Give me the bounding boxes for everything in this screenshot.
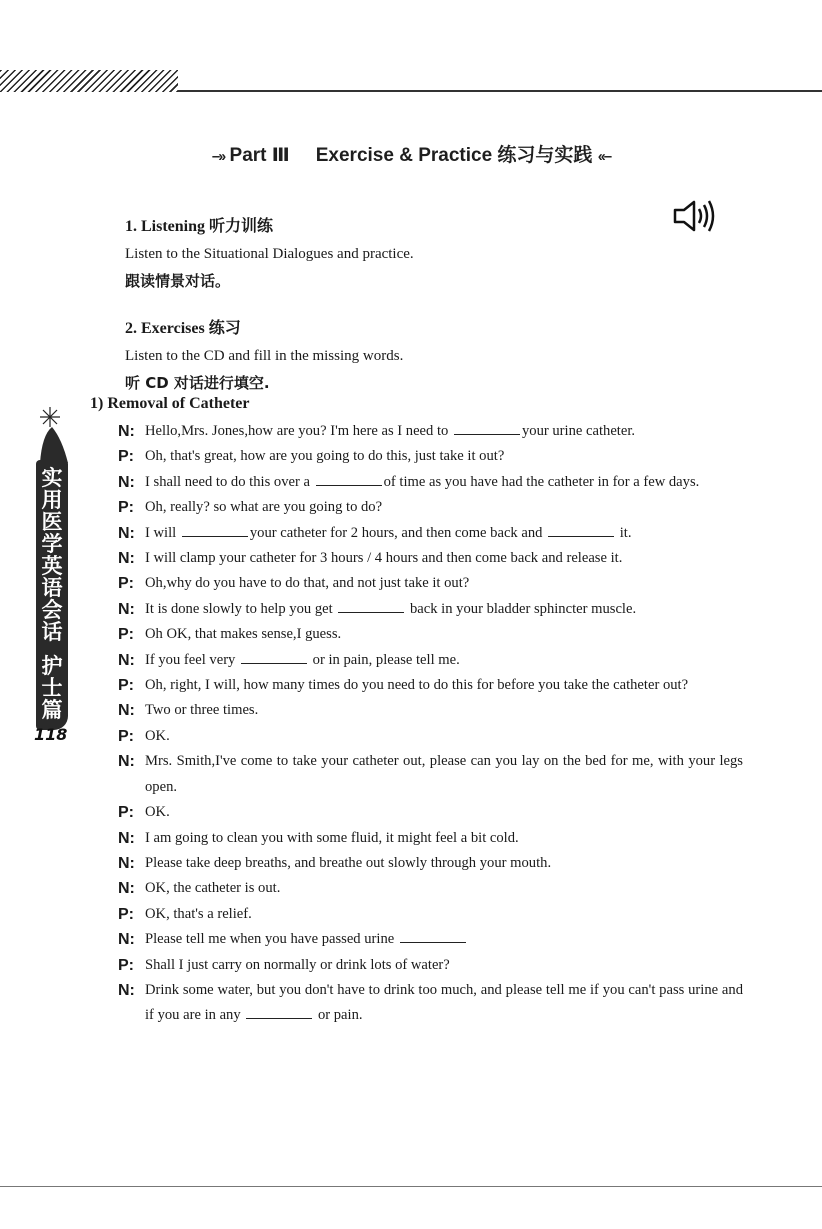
dialogue-line xyxy=(118,648,743,673)
dialogue-line xyxy=(118,597,743,622)
book-title: 实用医学英语会话 xyxy=(41,466,63,644)
dialogue-text: Oh, that's great, how are you going to do this, just take it out? xyxy=(145,448,505,465)
dialogue-text: it. xyxy=(616,524,632,541)
instruction-zh: 跟读情景对话。 xyxy=(125,272,231,290)
speaker-label: N: xyxy=(118,854,135,872)
dialogue-line xyxy=(118,622,743,647)
speaker-label: P: xyxy=(118,626,134,644)
dialogue-text: Two or three times. xyxy=(145,702,259,719)
left-arrow-ornament-icon: –›› xyxy=(211,148,225,165)
speaker-label: P: xyxy=(118,727,134,745)
dialogue-line xyxy=(118,953,743,978)
fill-in-blank[interactable] xyxy=(338,600,404,613)
speaker-label: N: xyxy=(118,829,135,847)
fill-in-blank[interactable] xyxy=(548,524,614,537)
fill-in-blank[interactable] xyxy=(400,930,466,943)
dialogue-line xyxy=(118,978,743,1029)
dialogue-line xyxy=(118,749,743,800)
part-heading: Exercise & Practice 练习与实践 xyxy=(315,145,593,166)
speaker-label: N: xyxy=(118,423,135,440)
dialogue-text: I will xyxy=(145,524,180,541)
dialogue-line xyxy=(118,876,743,901)
part-label: Part Ⅲ xyxy=(229,145,290,166)
dialogue-text: or pain. xyxy=(314,1007,363,1024)
dialogue-text: Oh, right, I will, how many times do you need to do this for before you take the catheter out? xyxy=(145,677,689,694)
dialogue-text: or in pain, please tell me. xyxy=(309,651,460,668)
speaker-label: P: xyxy=(118,499,134,517)
speaker-label: N: xyxy=(118,753,135,771)
dialogue-line xyxy=(118,419,743,444)
speaker-label: P: xyxy=(118,905,134,923)
speaker-label: N: xyxy=(118,651,135,669)
fill-in-blank[interactable] xyxy=(454,422,520,435)
speaker-label: N: xyxy=(118,931,135,949)
speaker-label: N: xyxy=(118,473,135,491)
right-arrow-ornament-icon: ‹‹– xyxy=(597,148,611,165)
instruction-en: Listen to the CD and fill in the missing words. xyxy=(125,348,404,364)
page-number: 118 xyxy=(34,725,68,744)
speaker-label: P: xyxy=(118,804,134,822)
dialogue-text: your urine catheter. xyxy=(521,423,636,439)
dialogue-line xyxy=(118,470,743,495)
header-rule xyxy=(178,90,822,92)
dialogue-text: I am going to clean you with some fluid, it might feel a bit cold. xyxy=(145,829,519,846)
dialogue-line xyxy=(118,495,743,520)
instruction-zh: 听 CD 对话进行填空. xyxy=(125,374,270,392)
speaker-label: N: xyxy=(118,981,135,999)
dialogue-line xyxy=(118,673,743,698)
dialogue-text: Oh OK, that makes sense,I guess. xyxy=(145,626,342,643)
dialogue-text: Drink some water, but you don't have to drink too much, and please tell me if you can't pass urine and if you are in any xyxy=(145,981,743,1024)
header-hatch-ornament xyxy=(0,70,178,92)
speaker-label: N: xyxy=(118,600,135,618)
instruction-en: Listen to the Situational Dialogues and practice. xyxy=(125,246,414,262)
dialogue-line xyxy=(118,698,743,723)
dialogue-text: OK, the catheter is out. xyxy=(145,880,281,897)
dialogue-line xyxy=(118,724,743,749)
dialogue-line xyxy=(118,571,743,596)
dialogue-title: 1) Removal of Catheter xyxy=(90,395,250,412)
dialogue-text: OK, that's a relief. xyxy=(145,905,252,922)
dialogue-line xyxy=(118,444,743,469)
dialogue-text: Please tell me when you have passed urine xyxy=(145,931,398,948)
dialogue-text: of time as you have had the catheter in for a few days. xyxy=(383,473,700,490)
fill-in-blank[interactable] xyxy=(246,1006,312,1019)
section-heading: 2. Exercises 练习 xyxy=(125,320,241,337)
dialogue-text: Mrs. Smith,I've come to take your catheter out, please can you lay on the bed for me, with your legs open. xyxy=(145,753,743,795)
dialogue-line xyxy=(118,902,743,927)
section-exercises xyxy=(125,317,403,397)
section-heading: 1. Listening 听力训练 xyxy=(125,218,274,235)
side-tab xyxy=(32,405,80,765)
dialogue-text: Oh, really? so what are you going to do? xyxy=(145,499,383,516)
dialogue xyxy=(118,419,743,1029)
dialogue-text: back in your bladder sphincter muscle. xyxy=(406,600,637,617)
book-subtitle: 护士篇 xyxy=(41,654,63,722)
book-title-vertical xyxy=(38,467,66,721)
dialogue-line xyxy=(118,800,743,825)
dialogue-line xyxy=(118,826,743,851)
dialogue-text: OK. xyxy=(145,727,170,744)
dialogue-line xyxy=(118,521,743,546)
speaker-label: P: xyxy=(118,575,134,593)
part-title xyxy=(0,140,822,167)
dialogue-text: your catheter for 2 hours, and then come back and xyxy=(249,524,547,541)
dialogue-line xyxy=(118,546,743,571)
speaker-label: N: xyxy=(118,524,135,542)
dialogue-text: I shall need to do this over a xyxy=(145,473,314,490)
fill-in-blank[interactable] xyxy=(316,473,382,486)
dialogue-text: OK. xyxy=(145,804,170,821)
speaker-label: N: xyxy=(118,880,135,898)
dialogue-text: Oh,why do you have to do that, and not just take it out? xyxy=(145,575,470,592)
section-listening xyxy=(125,215,414,295)
speaker-label: P: xyxy=(118,956,134,974)
dialogue-line xyxy=(118,927,743,952)
dialogue-text: Hello,Mrs. Jones,how are you? I'm here as I need to xyxy=(145,423,452,439)
fill-in-blank[interactable] xyxy=(241,651,307,664)
dialogue-text: If you feel very xyxy=(145,651,240,668)
speaker-label: N: xyxy=(118,702,135,720)
dialogue-text: It is done slowly to help you get xyxy=(145,600,337,617)
dialogue-line xyxy=(118,851,743,876)
footer-rule xyxy=(0,1186,822,1187)
dialogue-text: Please take deep breaths, and breathe out slowly through your mouth. xyxy=(145,854,552,871)
dialogue-text: I will clamp your catheter for 3 hours / 4 hours and then come back and release it. xyxy=(145,550,623,567)
fill-in-blank[interactable] xyxy=(182,524,248,537)
speaker-label: N: xyxy=(118,550,135,568)
dialogue-text: Shall I just carry on normally or drink lots of water? xyxy=(145,956,450,973)
sparkle-icon xyxy=(32,405,76,465)
speaker-label: P: xyxy=(118,677,134,695)
speaker-label: P: xyxy=(118,448,134,466)
speaker-icon xyxy=(672,198,718,234)
